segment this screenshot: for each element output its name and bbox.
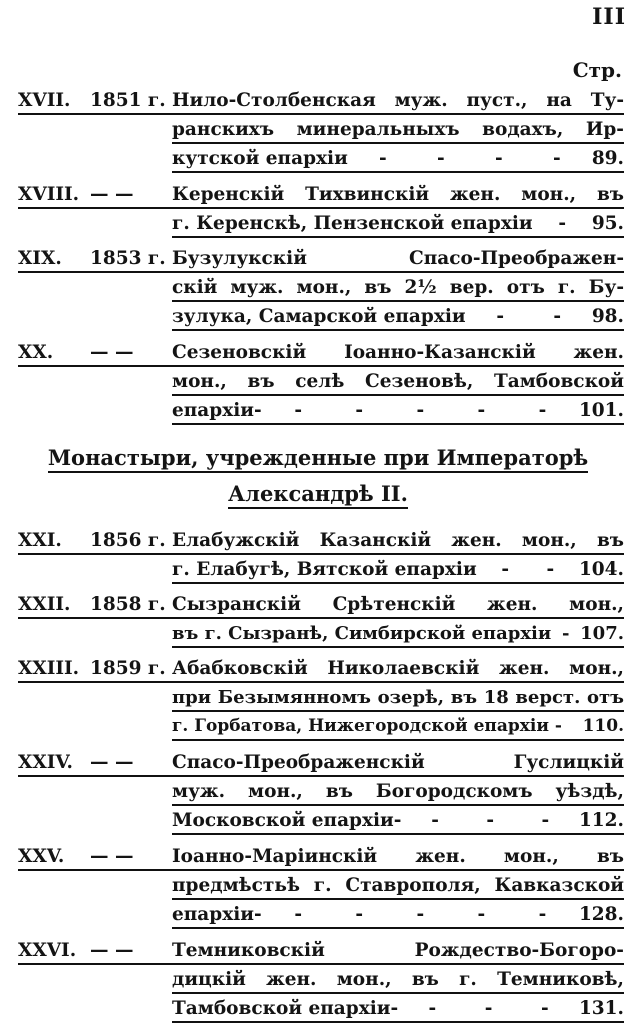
entry-text: Елабужскій Казанскій жен. мон., въ	[172, 530, 624, 551]
section-heading-line-1: Монастыри, учрежденные при Императорѣ	[0, 440, 636, 476]
entry-page-number: 98.	[591, 306, 624, 327]
entry-page-number: 110.	[582, 716, 624, 736]
entry-numeral: XIX.	[18, 248, 62, 269]
leader-dash: -	[546, 559, 555, 580]
dot-leader	[401, 806, 578, 833]
entry-text: Абабковскій Николаевскій жен. мон.,	[172, 658, 624, 679]
entry-year: — —	[90, 846, 134, 867]
toc-entry	[18, 654, 624, 741]
entry-numeral: XVIII.	[18, 184, 80, 205]
entry-text: Тамбовской епархіи-	[172, 998, 399, 1019]
entry-text: епархіи-	[172, 400, 262, 421]
entry-numeral: XXI.	[18, 530, 62, 551]
toc-entry-line	[18, 590, 624, 619]
entry-year: 1856 г.	[90, 530, 166, 551]
leader-dash: -	[477, 904, 486, 925]
entry-text: кутской епархіи	[172, 148, 348, 169]
entry-numeral: XXV.	[18, 846, 65, 867]
leader-dash: -	[416, 400, 425, 421]
entry-text: г. Горбатова, Нижегородской епархіи -	[172, 716, 562, 736]
dot-leader	[551, 619, 580, 646]
leader-dash: -	[553, 306, 562, 327]
leader-dash: -	[416, 904, 425, 925]
leader-dash: -	[428, 998, 437, 1019]
toc-entry-line	[18, 842, 624, 871]
entry-text: въ г. Сызранѣ, Симбирской епархіи	[172, 623, 552, 644]
toc-entry-line	[172, 619, 624, 648]
toc-entry	[18, 86, 624, 173]
entry-year: — —	[90, 184, 134, 205]
entry-text: г. Елабугѣ, Вятской епархіи	[172, 559, 477, 580]
section-heading-line-2: Александрѣ II.	[0, 476, 636, 512]
entry-text: ранскихъ минеральныхъ водахъ, Ир-	[172, 119, 624, 140]
leader-dash: -	[494, 148, 503, 169]
entry-text: мон., въ селѣ Сезеновѣ, Тамбовской	[172, 371, 624, 392]
dot-leader	[398, 994, 579, 1021]
leader-dash: -	[538, 400, 547, 421]
toc-entry-line	[18, 244, 624, 273]
toc-entry	[18, 244, 624, 331]
entry-page-number: 89.	[591, 148, 624, 169]
entry-text: епархіи-	[172, 904, 262, 925]
leader-dash: -	[355, 904, 364, 925]
toc-entry-line	[18, 180, 624, 209]
toc-entry	[18, 526, 624, 584]
entry-text: Московской епархіи-	[172, 810, 402, 831]
toc-entry-line	[172, 712, 624, 741]
leader-dash: -	[540, 998, 549, 1019]
entry-numeral: XXIII.	[18, 658, 80, 679]
entry-text: муж. мон., въ Богородскомъ уѣздѣ,	[172, 781, 624, 802]
toc-entry	[18, 748, 624, 835]
toc-entry	[18, 590, 624, 648]
leader-dash: -	[552, 148, 561, 169]
entry-year: 1851 г.	[90, 90, 166, 111]
leader-dash: -	[436, 148, 445, 169]
leader-dash: -	[378, 148, 387, 169]
entry-text: г. Керенскѣ, Пензенской епархіи	[172, 213, 533, 234]
toc-entry-line	[172, 683, 624, 712]
entry-text: Керенскій Тихвинскій жен. мон., въ	[172, 184, 624, 205]
entry-page-number: 101.	[578, 400, 624, 421]
leader-dash: -	[484, 998, 493, 1019]
toc-entry-line	[18, 654, 624, 683]
toc-entry-line	[172, 273, 624, 302]
entry-text: Іоанно-Маріинскій жен. мон., въ	[172, 846, 624, 867]
toc-entry-line	[18, 936, 624, 965]
leader-dash: -	[294, 400, 303, 421]
entry-text: Нило-Столбенская муж. пуст., на Ту-	[172, 90, 624, 111]
leader-dash: -	[558, 213, 567, 234]
leader-dash: -	[486, 810, 495, 831]
leader-dash: -	[431, 810, 439, 831]
entry-year: — —	[90, 342, 134, 363]
dot-leader	[466, 302, 592, 329]
entry-text: зулука, Самарской епархіи	[172, 306, 466, 327]
entry-numeral: XX.	[18, 342, 54, 363]
entry-page-number: 95.	[591, 213, 624, 234]
leader-dash: -	[294, 904, 303, 925]
leader-dash: -	[501, 559, 510, 580]
toc-entry	[18, 936, 624, 1023]
toc-entry-line	[172, 302, 624, 331]
toc-entry-line	[18, 338, 624, 367]
entry-page-number: 104.	[578, 559, 624, 580]
toc-entry-line	[172, 965, 624, 994]
entry-year: — —	[90, 752, 134, 773]
toc-entry-line	[172, 396, 624, 425]
entry-page-number: 131.	[578, 998, 624, 1019]
entry-text: Сезеновскій Іоанно-Казанскій жен.	[172, 342, 624, 363]
toc-entry-line	[172, 209, 624, 238]
toc-entry	[18, 338, 624, 425]
leader-dash: -	[496, 306, 504, 327]
entry-text: предмѣстьѣ г. Ставрополя, Кавказской	[172, 875, 624, 896]
entry-year: 1853 г.	[90, 248, 166, 269]
entry-numeral: XXII.	[18, 594, 71, 615]
page-number: III	[592, 4, 626, 30]
toc-entry-line	[18, 748, 624, 777]
leader-dash: -	[355, 400, 364, 421]
entry-text: дицкій жен. мон., въ г. Темниковѣ,	[172, 969, 624, 990]
dot-leader	[262, 396, 579, 423]
dot-leader	[562, 712, 583, 739]
leader-dash: -	[538, 904, 547, 925]
entry-year: 1858 г.	[90, 594, 166, 615]
leader-dash: -	[477, 400, 486, 421]
toc-entry-line	[172, 806, 624, 835]
entry-numeral: XVII.	[18, 90, 71, 111]
toc-entry-line	[18, 86, 624, 115]
toc-entry	[18, 842, 624, 929]
entry-numeral: XXIV.	[18, 752, 73, 773]
entry-year: 1859 г.	[90, 658, 166, 679]
dot-leader	[533, 209, 592, 236]
leader-dash: -	[541, 810, 550, 831]
toc-entry-line	[172, 367, 624, 396]
entry-page-number: 112.	[578, 810, 624, 831]
toc-entry	[18, 180, 624, 238]
toc-entry-line	[172, 871, 624, 900]
entry-text: скій муж. мон., въ 2½ вер. отъ г. Бу-	[172, 277, 624, 298]
toc-entry-line	[18, 526, 624, 555]
page-column-header: Стр.	[572, 58, 622, 82]
toc-entry-line	[172, 900, 624, 929]
entry-text: при Безымянномъ озерѣ, въ 18 верст. отъ	[172, 687, 624, 708]
entry-text: Бузулукскій Спасо-Преображен-	[172, 248, 624, 269]
entry-page-number: 128.	[578, 904, 624, 925]
toc-entry-line	[172, 994, 624, 1023]
toc-entry-line	[172, 115, 624, 144]
entry-year: — —	[90, 940, 134, 961]
dot-leader	[348, 144, 592, 171]
entry-page-number: 107.	[580, 623, 624, 644]
dot-leader	[262, 900, 579, 927]
entry-text: Темниковскій Рождество-Богоро-	[172, 940, 624, 961]
dot-leader	[477, 555, 579, 582]
entry-text: Сызранскій Срѣтенскій жен. мон.,	[172, 594, 624, 615]
entry-text: Спасо-Преображенскій Гуслицкій	[172, 752, 624, 773]
leader-dash: -	[561, 623, 570, 644]
toc-entry-line	[172, 144, 624, 173]
toc-entry-line	[172, 777, 624, 806]
entry-numeral: XXVI.	[18, 940, 77, 961]
toc-entry-line	[172, 555, 624, 584]
